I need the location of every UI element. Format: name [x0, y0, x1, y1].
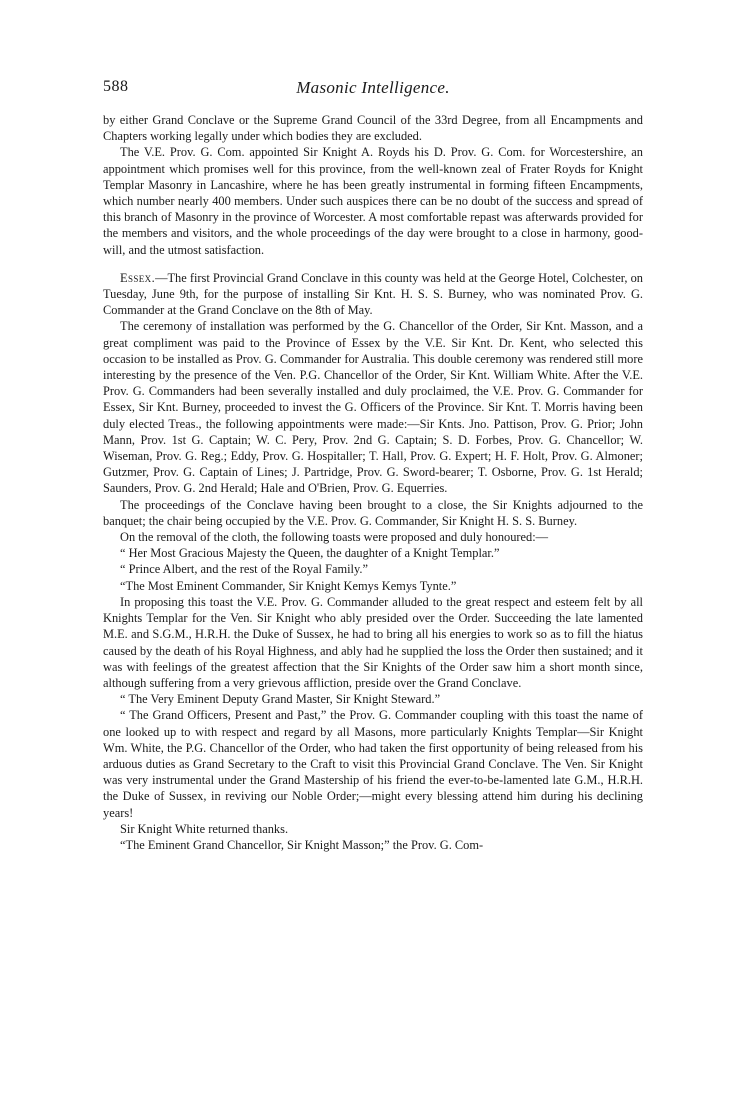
running-title: Masonic Intelligence. [296, 78, 450, 97]
paragraph-installation: The ceremony of installation was performed by the G. Chancellor of the Order, Sir Knt. Masson, and a great compliment was paid to the Province of Essex by the V.E. Sir Knt. Dr. Kent, who selected this occasion to be installed as Prov. G. Commander for Australia. This double ceremony was rendered still more interesting by the presence of the Ven. P.G. Chancellor of the Order, Sir Knt. William White. After the V.E. Prov. G. Commanders had been severally installed and duly proclaimed, the V.E. Prov. G. Commander for Essex, Sir Knt. Burney, proceeded to invest the G. Officers of the Province. Sir Knt. T. Morris having been duly elected Treas., the following appointments were made:—Sir Knts. Jno. Pattison, Prov. G. Prior; John Mann, Prov. 1st G. Captain; W. C. Pery, Prov. 2nd G. Captain; S. D. Forbes, Prov. G. Chancellor; W. Wiseman, Prov. G. Reg.; Eddy, Prov. G. Hospitaller; T. Hall, Prov. G. Expert; H. F. Holt, Prov. G. Almoner; Gutzmer, Prov. G. Captain of Lines; J. Partridge, Prov. G. Sword-bearer; T. Osborne, Prov. G. 1st Herald; Saunders, Prov. G. 2nd Herald; Hale and O'Brien, Prov. G. Equerries. [103, 319, 643, 496]
paragraph-grand-chancellor: “The Eminent Grand Chancellor, Sir Knight Masson;” the Prov. G. Com- [120, 837, 484, 852]
running-head [103, 78, 643, 100]
essex-intro-text: —The first Provincial Grand Conclave in this county was held at the George Hotel, Colchester, on Tuesday, June 9th, for the purpose of installing Sir Knt. H. S. S. Burney, who was nominated Prov. G. Commander at the Grand Conclave on the 8th of May. [103, 270, 643, 318]
section-heading-essex: Essex. [120, 270, 156, 285]
paragraph-continuation: by either Grand Conclave or the Supreme Grand Council of the 33rd Degree, from all Encampments and Chapters working legally under which bodies they are excluded. [103, 113, 643, 144]
toast-deputy-grand-master: “ The Very Eminent Deputy Grand Master, Sir Knight Steward.” [120, 692, 441, 707]
article-body [103, 112, 643, 853]
toast-eminent-commander: “The Most Eminent Commander, Sir Knight Kemys Kemys Tynte.” [120, 578, 457, 593]
page-number: 588 [103, 78, 129, 95]
paragraph-essex-intro [103, 270, 643, 319]
paragraph-worcestershire: The V.E. Prov. G. Com. appointed Sir Knight A. Royds his D. Prov. G. Com. for Worcestershire, an appointment which promises well for this province, from the well-known zeal of Frater Royds for Knight Templar Masonry in Lancashire, where he has been greatly instrumental in forming fifteen Encampments, which number nearly 400 members. Under such auspices there can be no doubt of the success and spread of this branch of Masonry in the province of Worcester. A most comfortable repast was afterwards provided for the members and visitors, and the whole proceedings of the day were brought to a close in harmony, good-will, and the utmost satisfaction. [103, 145, 643, 257]
paragraph-toasts-intro: On the removal of the cloth, the following toasts were proposed and duly honoured:— [120, 530, 549, 545]
paragraph-white-thanks: Sir Knight White returned thanks. [120, 821, 289, 836]
paragraph-proposing: In proposing this toast the V.E. Prov. G. Commander alluded to the great respect and esteem felt by all Knights Templar for the Ven. Sir Knight who ably presided over the Order. Succeeding the late lamented M.E. and S.G.M., H.R.H. the Duke of Sussex, he had to bring all his energies to work so as to fill the hiatus caused by the death of his Royal Highness, and ably had he supplied the loss the Order then sustained; and it was with feelings of the greatest affection that the Sir Knights of the Order saw him a short month since, although suffering from a very grievous affliction, preside over the Grand Conclave. [103, 594, 643, 690]
toast-queen: “ Her Most Gracious Majesty the Queen, the daughter of a Knight Templar.” [120, 546, 500, 561]
paragraph-grand-officers: “ The Grand Officers, Present and Past,” the Prov. G. Commander coupling with this toast the name of one looked up to with respect and regard by all Masons, more particularly Knights Templar—Sir Knight Wm. White, the P.G. Chancellor of the Order, who had taken the first opportunity of being released from his arduous duties as Grand Secretary to the Craft to visit this Provincial Grand Conclave. The Ven. Sir Knight was very instrumental under the Grand Mastership of his friend the ever-to-be-lamented late G.M., H.R.H. the Duke of Sussex, in reviving our Noble Order;—might every blessing attend him during his declining years! [103, 708, 643, 820]
paragraph-banquet: The proceedings of the Conclave having been brought to a close, the Sir Knights adjourned to the banquet; the chair being occupied by the V.E. Prov. G. Commander, Sir Knight H. S. S. Burney. [103, 497, 643, 528]
toast-prince-albert: “ Prince Albert, and the rest of the Royal Family.” [120, 562, 368, 577]
